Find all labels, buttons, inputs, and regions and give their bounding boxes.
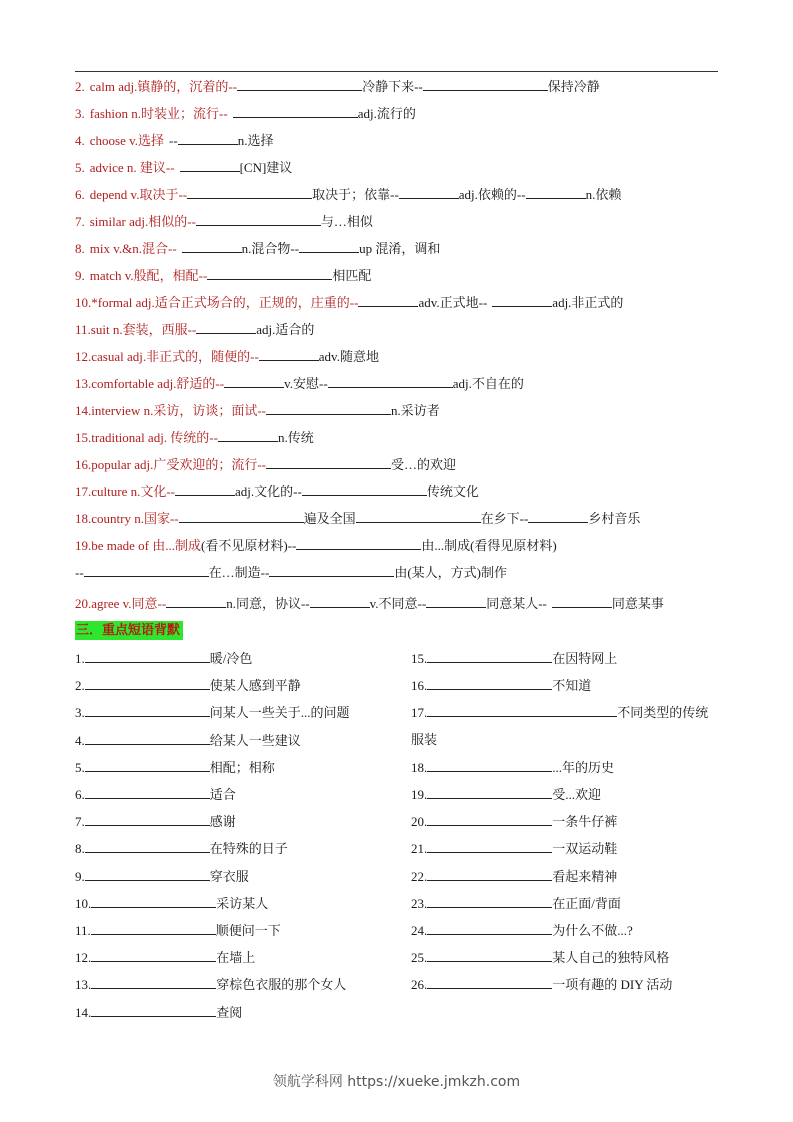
vocab-number: 15. xyxy=(75,430,92,445)
answer-blank[interactable] xyxy=(91,948,216,962)
phrase-number: 22. xyxy=(411,868,428,884)
phrase-number: 23. xyxy=(411,895,428,911)
answer-blank[interactable] xyxy=(196,320,256,334)
answer-blank[interactable] xyxy=(166,594,226,608)
vocab-number: 7. xyxy=(75,214,85,229)
vocab-part: n.混合物-- xyxy=(241,241,300,256)
vocab-part: (看不见原材料)-- xyxy=(201,538,297,553)
vocab-part: v.不同意-- xyxy=(369,596,427,611)
vocab-item-19 xyxy=(75,536,557,554)
phrase-meaning: 顺便问一下 xyxy=(215,923,281,938)
vocab-part: adj.不自在的 xyxy=(452,376,524,391)
answer-blank[interactable] xyxy=(302,482,427,496)
phrase-item xyxy=(411,731,437,749)
answer-blank[interactable] xyxy=(310,594,370,608)
vocab-number: 10. xyxy=(75,295,92,310)
phrase-meaning: 穿棕色衣服的那个女人 xyxy=(216,977,347,993)
answer-blank[interactable] xyxy=(427,921,552,935)
phrase-number: 6. xyxy=(75,787,85,802)
vocab-part: adj.流行的 xyxy=(357,106,416,121)
answer-blank[interactable] xyxy=(552,594,612,608)
phrase-item xyxy=(75,731,301,749)
vocab-part: adv.正式地-- xyxy=(418,295,488,310)
phrase-meaning: 不同类型的传统 xyxy=(617,705,709,721)
answer-blank[interactable] xyxy=(296,536,421,550)
answer-blank[interactable] xyxy=(328,374,453,388)
answer-blank[interactable] xyxy=(84,563,209,577)
phrase-number: 12. xyxy=(75,950,92,966)
answer-blank[interactable] xyxy=(528,509,588,523)
vocab-number: 13. xyxy=(75,376,92,391)
phrase-meaning: 一项有趣的 DIY 活动 xyxy=(552,977,673,993)
phrase-item xyxy=(411,703,708,721)
vocab-item-12 xyxy=(75,347,379,365)
answer-blank[interactable] xyxy=(91,921,216,935)
phrase-item xyxy=(75,839,288,857)
vocab-keyword: fashion n.时装业；流行-- xyxy=(89,106,228,121)
phrase-meaning: 在正面/背面 xyxy=(552,895,621,911)
phrase-number: 17. xyxy=(411,705,428,721)
phrase-item xyxy=(411,948,669,966)
answer-blank[interactable] xyxy=(427,948,552,962)
vocab-number: 17. xyxy=(75,484,92,499)
phrase-number: 5. xyxy=(75,759,85,775)
phrase-item xyxy=(411,812,617,830)
phrase-item xyxy=(411,676,591,694)
phrase-item xyxy=(411,921,633,939)
vocab-item-13 xyxy=(75,374,524,392)
answer-blank[interactable] xyxy=(269,563,394,577)
vocab-item-5 xyxy=(75,158,292,176)
phrase-meaning: 在因特网上 xyxy=(552,651,618,666)
vocab-keyword: match v.般配，相配-- xyxy=(89,268,208,283)
vocab-number: 9. xyxy=(75,268,85,283)
phrase-item xyxy=(411,975,672,993)
phrase-meaning: 某人自己的独特风格 xyxy=(552,950,670,966)
vocab-part: adv.随意地 xyxy=(318,349,379,364)
vocab-item-7 xyxy=(75,212,373,230)
vocab-part: 在…制造-- xyxy=(208,565,270,580)
vocab-item-6 xyxy=(75,185,621,203)
answer-blank[interactable] xyxy=(399,185,459,199)
vocab-part: adj.文化的-- xyxy=(235,484,302,499)
vocab-part: 同意某事 xyxy=(611,596,664,611)
answer-blank[interactable] xyxy=(427,867,552,881)
answer-blank[interactable] xyxy=(85,785,210,799)
phrase-item xyxy=(75,921,281,939)
answer-blank[interactable] xyxy=(182,239,242,253)
answer-blank[interactable] xyxy=(85,758,210,772)
phrase-meaning: 相配；相称 xyxy=(209,759,275,775)
phrase-item xyxy=(75,758,275,776)
vocab-item-16 xyxy=(75,455,456,473)
phrase-item xyxy=(75,676,301,694)
phrase-meaning: 服装 xyxy=(411,731,438,747)
vocab-item-8 xyxy=(75,239,440,257)
answer-blank[interactable] xyxy=(427,676,552,690)
vocab-item-17 xyxy=(75,482,479,500)
answer-blank[interactable] xyxy=(233,104,358,118)
vocab-part: 传统文化 xyxy=(426,484,479,499)
phrase-number: 7. xyxy=(75,814,85,830)
phrase-number: 25. xyxy=(411,950,428,966)
vocab-keyword: depend v.取决于-- xyxy=(89,187,188,202)
phrase-number: 8. xyxy=(75,841,85,857)
phrase-item xyxy=(75,975,346,993)
phrase-item xyxy=(75,785,236,803)
phrase-number: 20. xyxy=(411,814,428,830)
answer-blank[interactable] xyxy=(224,374,284,388)
phrase-item xyxy=(75,948,255,966)
phrase-number: 13. xyxy=(75,977,92,993)
vocab-part: -- xyxy=(75,565,84,580)
vocab-keyword: calm adj.镇静的，沉着的-- xyxy=(89,79,238,94)
phrase-number: 24. xyxy=(411,923,428,938)
phrase-meaning: 在特殊的日子 xyxy=(209,841,288,857)
vocab-part: 遍及全国 xyxy=(303,511,356,526)
phrase-meaning: 给某人一些建议 xyxy=(209,732,301,748)
vocab-item-4: 4. choose v.选择 -- n.选择 xyxy=(75,133,274,148)
phrase-number: 16. xyxy=(411,678,428,694)
vocab-keyword: mix v.&n.混合-- xyxy=(89,241,177,256)
phrase-number: 4. xyxy=(75,732,85,748)
phrase-number: 3. xyxy=(75,705,85,721)
vocab-part: n.传统 xyxy=(277,430,314,445)
vocab-item-14 xyxy=(75,401,440,419)
vocab-part: 冷静下来-- xyxy=(362,79,423,94)
vocab-item-2 xyxy=(75,77,600,95)
vocab-part: 同意某人-- xyxy=(486,596,547,611)
vocab-part: 由(某人，方式)制作 xyxy=(394,565,508,580)
answer-blank[interactable] xyxy=(91,894,216,908)
vocab-keyword: traditional adj. 传统的-- xyxy=(91,430,218,445)
vocab-part: v.安慰-- xyxy=(284,376,328,391)
phrase-meaning: 穿衣服 xyxy=(209,868,249,884)
vocab-keyword: country n.国家-- xyxy=(91,511,179,526)
vocab-number: 11. xyxy=(75,322,91,337)
vocab-part: 取决于；依靠-- xyxy=(312,187,399,202)
phrase-item xyxy=(411,867,617,885)
phrase-meaning: 受...欢迎 xyxy=(552,787,602,802)
answer-blank[interactable] xyxy=(266,455,391,469)
phrase-meaning: 采访某人 xyxy=(216,895,269,911)
answer-blank[interactable] xyxy=(180,158,240,172)
vocab-part: 相匹配 xyxy=(332,268,372,283)
header-rule xyxy=(75,71,718,72)
vocab-item-11 xyxy=(75,320,314,338)
vocab-part: n.采访者 xyxy=(391,403,440,418)
answer-blank[interactable] xyxy=(91,1003,216,1017)
answer-blank[interactable] xyxy=(218,428,278,442)
answer-blank[interactable] xyxy=(237,77,362,91)
phrase-item xyxy=(75,812,236,830)
vocab-number: 19. xyxy=(75,538,92,553)
vocab-item-20 xyxy=(75,594,664,612)
vocab-number: 8. xyxy=(75,241,85,256)
footer-watermark: 领航学科网 https://xueke.jmkzh.com xyxy=(272,1074,521,1090)
phrase-meaning: 问某人一些关于...的问题 xyxy=(209,705,350,721)
vocab-keyword: popular adj.广受欢迎的；流行-- xyxy=(91,457,267,472)
vocab-part: adj.依赖的-- xyxy=(458,187,526,202)
vocab-item-9 xyxy=(75,266,371,284)
phrase-item xyxy=(411,649,617,667)
answer-blank[interactable] xyxy=(85,839,210,853)
answer-blank[interactable] xyxy=(427,649,552,663)
vocab-part: n.同意，协议-- xyxy=(226,596,310,611)
phrase-number: 18. xyxy=(411,759,428,775)
phrase-meaning: 看起来精神 xyxy=(552,868,618,884)
answer-blank[interactable] xyxy=(492,293,552,307)
answer-blank[interactable] xyxy=(427,975,552,989)
vocab-part: adj.非正式的 xyxy=(552,295,624,310)
answer-blank[interactable] xyxy=(196,212,321,226)
vocab-part: n.依赖 xyxy=(585,187,622,202)
vocab-keyword: be made of 由...制成 xyxy=(91,538,202,553)
phrase-item xyxy=(75,867,249,885)
phrase-meaning: 为什么不做...? xyxy=(552,923,633,938)
phrase-number: 10. xyxy=(75,895,92,911)
answer-blank[interactable] xyxy=(426,594,486,608)
phrase-meaning: 暖/冷色 xyxy=(209,651,253,666)
vocab-number: 4. xyxy=(75,133,85,148)
answer-blank[interactable] xyxy=(427,839,552,853)
vocab-part: [CN]建议 xyxy=(239,160,293,175)
phrase-number: 14. xyxy=(75,1004,92,1020)
vocab-part: up 混淆，调和 xyxy=(359,241,441,256)
vocab-part: 乡村音乐 xyxy=(588,511,641,526)
phrase-meaning: 感谢 xyxy=(209,814,236,830)
phrase-item xyxy=(75,703,350,721)
answer-blank[interactable] xyxy=(266,401,391,415)
answer-blank[interactable] xyxy=(259,347,319,361)
vocab-keyword: *formal adj.适合正式场合的，正规的，庄重的-- xyxy=(91,295,359,310)
vocab-keyword: casual adj.非正式的，随便的-- xyxy=(91,349,259,364)
vocab-item-3 xyxy=(75,104,416,122)
section-title: 三．重点短语背默 xyxy=(75,621,183,640)
phrase-number: 11. xyxy=(75,923,91,938)
phrase-number: 9. xyxy=(75,868,85,884)
vocab-number: 12. xyxy=(75,349,92,364)
phrase-item xyxy=(75,894,268,912)
vocab-part: 保持冷静 xyxy=(547,79,600,94)
vocab-item-19-continued xyxy=(75,563,507,581)
vocab-keyword: suit n.套装，西服-- xyxy=(90,322,197,337)
phrase-meaning: 一双运动鞋 xyxy=(552,841,618,857)
vocab-part: adj.适合的 xyxy=(256,322,315,337)
answer-blank[interactable] xyxy=(299,239,359,253)
vocab-keyword: advice n. 建议-- xyxy=(89,160,175,175)
answer-blank[interactable] xyxy=(85,649,210,663)
phrase-number: 1. xyxy=(75,651,85,666)
phrase-meaning: ...年的历史 xyxy=(552,759,615,775)
phrase-item xyxy=(411,758,614,776)
vocab-keyword: comfortable adj.舒适的-- xyxy=(91,376,225,391)
vocab-item-18 xyxy=(75,509,640,527)
phrase-number: 21. xyxy=(411,841,428,857)
phrase-meaning: 查阅 xyxy=(216,1004,243,1020)
vocab-keyword: choose v.选择 xyxy=(89,133,165,148)
phrase-meaning: 适合 xyxy=(209,787,236,802)
answer-blank[interactable] xyxy=(178,131,238,145)
answer-blank[interactable] xyxy=(85,703,210,717)
phrase-number: 19. xyxy=(411,787,428,802)
answer-blank[interactable] xyxy=(85,731,210,745)
vocab-part: n.选择 xyxy=(237,133,274,148)
vocab-number: 3. xyxy=(75,106,85,121)
vocab-keyword: interview n.采访，访谈；面试-- xyxy=(91,403,267,418)
answer-blank[interactable] xyxy=(85,676,210,690)
phrase-number: 2. xyxy=(75,678,85,694)
answer-blank[interactable] xyxy=(187,185,312,199)
phrase-item xyxy=(411,839,617,857)
vocab-part: 受…的欢迎 xyxy=(391,457,457,472)
answer-blank[interactable] xyxy=(427,758,552,772)
answer-blank[interactable] xyxy=(85,867,210,881)
phrase-number: 15. xyxy=(411,651,428,666)
vocab-number: 2. xyxy=(75,79,85,94)
answer-blank[interactable] xyxy=(179,509,304,523)
vocab-keyword: agree v.同意-- xyxy=(91,596,167,611)
phrase-item xyxy=(411,894,621,912)
vocab-number: 5. xyxy=(75,160,85,175)
answer-blank[interactable] xyxy=(427,703,617,717)
phrase-item xyxy=(411,785,601,803)
vocab-part: 与…相似 xyxy=(320,214,373,229)
vocab-part: 在乡下-- xyxy=(480,511,529,526)
vocab-item-15 xyxy=(75,428,314,446)
vocab-number: 16. xyxy=(75,457,92,472)
answer-blank[interactable] xyxy=(423,77,548,91)
phrase-meaning: 使某人感到平静 xyxy=(209,678,301,694)
answer-blank[interactable] xyxy=(356,509,481,523)
answer-blank[interactable] xyxy=(427,894,552,908)
answer-blank[interactable] xyxy=(175,482,235,496)
answer-blank[interactable] xyxy=(526,185,586,199)
answer-blank[interactable] xyxy=(427,785,552,799)
phrase-number: 26. xyxy=(411,977,428,993)
vocab-number: 14. xyxy=(75,403,92,418)
answer-blank[interactable] xyxy=(91,975,216,989)
vocab-number: 18. xyxy=(75,511,92,526)
phrase-meaning: 不知道 xyxy=(552,678,592,694)
vocab-number: 6. xyxy=(75,187,85,202)
answer-blank[interactable] xyxy=(85,812,210,826)
vocab-keyword: culture n.文化-- xyxy=(91,484,176,499)
vocab-part: 由...制成(看得见原材料) xyxy=(421,538,557,553)
answer-blank[interactable] xyxy=(358,293,418,307)
vocab-item-10 xyxy=(75,293,623,311)
phrase-item xyxy=(75,649,252,667)
vocab-keyword: similar adj.相似的-- xyxy=(89,214,196,229)
answer-blank[interactable] xyxy=(427,812,552,826)
phrase-meaning: 在墙上 xyxy=(216,950,256,966)
answer-blank[interactable] xyxy=(207,266,332,280)
phrase-item xyxy=(75,1003,242,1021)
vocab-number: 20. xyxy=(75,596,92,611)
phrase-meaning: 一条牛仔裤 xyxy=(552,814,618,830)
